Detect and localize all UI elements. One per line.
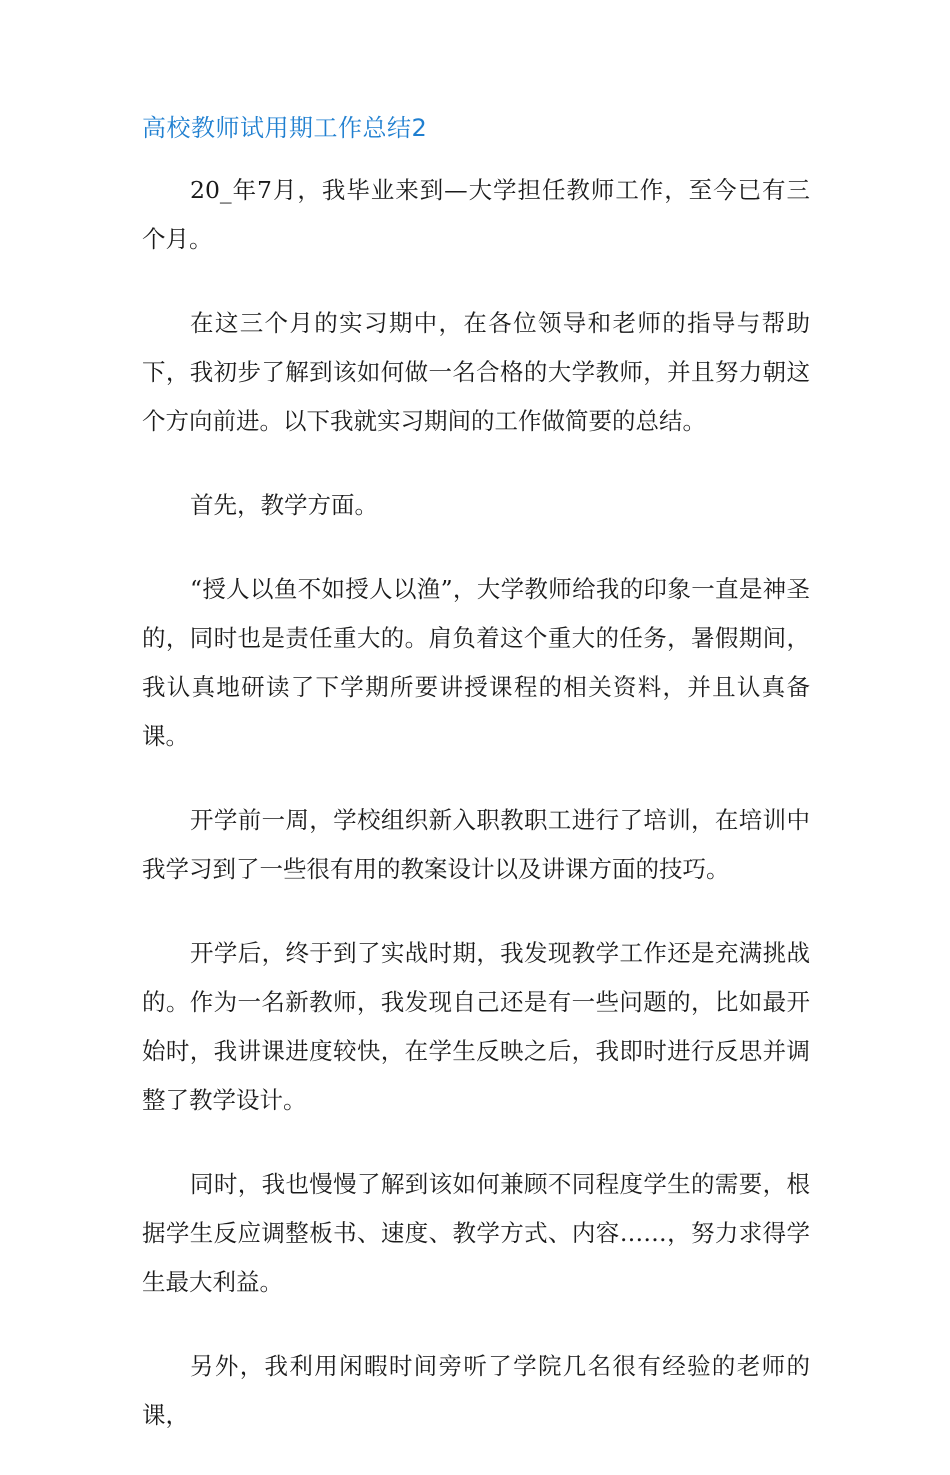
paragraph: 在这三个月的实习期中，在各位领导和老师的指导与帮助下，我初步了解到该如何做一名合格的大学教师，并且努力朝这个方向前进。以下我就实习期间的工作做简要的总结。	[142, 309, 810, 435]
paragraph: 20_年7月，我毕业来到—大学担任教师工作，至今已有三个月。	[142, 176, 810, 253]
paragraph: 开学后，终于到了实战时期，我发现教学工作还是充满挑战的。作为一名新教师，我发现自己还是有一些问题的，比如最开始时，我讲课进度较快，在学生反映之后，我即时进行反思并调整了教学设计。	[142, 939, 810, 1114]
paragraph: 另外，我利用闲暇时间旁听了学院几名很有经验的老师的课，	[142, 1352, 810, 1429]
document-title: 高校教师试用期工作总结2	[142, 114, 428, 142]
paragraph: 同时，我也慢慢了解到该如何兼顾不同程度学生的需要，根据学生反应调整板书、速度、教学方式、内容……，努力求得学生最大利益。	[142, 1170, 810, 1296]
paragraph: 开学前一周，学校组织新入职教职工进行了培训，在培训中我学习到了一些很有用的教案设计以及讲课方面的技巧。	[142, 806, 810, 883]
document-body	[142, 166, 810, 1475]
paragraph: 首先，教学方面。	[190, 491, 378, 519]
paragraph: “授人以鱼不如授人以渔”，大学教师给我的印象一直是神圣的，同时也是责任重大的。肩负着这个重大的任务，暑假期间，我认真地研读了下学期所要讲授课程的相关资料，并且认真备课。	[142, 575, 810, 750]
